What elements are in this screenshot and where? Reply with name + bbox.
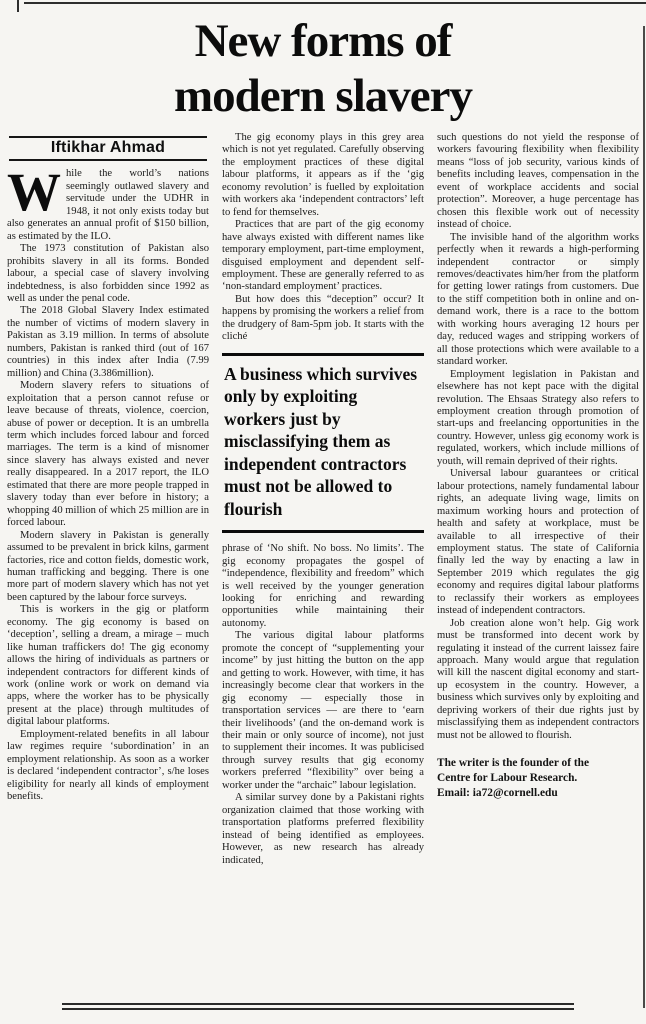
paragraph: The 1973 constitution of Pakistan also prohibits slavery in all its forms. Bonded labour, a special case of slavery involving indebtedness, is also forbidden since 1992 as well as under the penal code. (7, 243, 209, 304)
paragraph: Universal labour guarantees or critical labour protections, namely fundamental labour rights, an adequate living wage, limits on maximum working hours and protection of health and safety at workplace, must be available to all irrespective of their employment status. The state of California finally led the way by enacting a law in September 2019 which regulates the gig economy and requires digital labour platforms to reclassify their workers as employees instead of independent contractors. (437, 468, 639, 617)
paragraph: phrase of ‘No shift. No boss. No limits’. The gig economy propagates the gospel of “independence, flexibility and freedom” which is well received by the younger generation looking for enriching and rewarding opportunities while maintaining their autonomy. (222, 543, 424, 629)
paragraph: Modern slavery in Pakistan is generally assumed to be prevalent in brick kilns, garment factories, rice and cotton fields, domestic work, human trafficking and begging. There is one more part of modern slavery which has not yet been captured by the labour force surveys. (7, 529, 209, 603)
byline-box (9, 136, 207, 161)
page-title (30, 14, 616, 124)
author-note (437, 756, 639, 800)
column-1 (7, 132, 209, 804)
byline: Iftikhar Ahmad (50, 139, 166, 156)
pull-quote (222, 353, 424, 534)
author-email: Email: ia72@cornell.edu (437, 786, 558, 799)
bottom-divider (62, 1003, 574, 1010)
column-2 (222, 132, 424, 867)
paragraph: Employment-related benefits in all labour law regimes require ‘subordination’ in an employment relationship. As soon as a worker is declared ‘independent contractor’, s/he loses eligibility for nearly all kinds of employment benefits. (7, 728, 209, 803)
paragraph: The 2018 Global Slavery Index estimated the number of victims of modern slavery in Pakistan as 3.19 million. In terms of absolute numbers, Pakistan is ranked third (out of 167 countries) in this index after India (7.99 million) and China (3.386million). (7, 305, 209, 379)
paragraph: A similar survey done by a Pakistani rights organization claimed that those working with transportation platforms preferred flexibility instead of being identified as employees. However, as new research has already indicated, (222, 792, 424, 866)
headline-line-1: New forms of (194, 15, 452, 67)
column-3 (437, 132, 639, 801)
headline-line-2: modern slavery (174, 70, 472, 122)
paragraph: Job creation alone won’t help. Gig work must be transformed into decent work by regulating it instead of the current laissez faire approach. Many would argue that regulation will kill the nascent digital economy and start-up ecosystem in the country. However, a business which survives only by exploiting and depriving workers of their due rights just by misclassifying them as independent contractors must not be allowed to flourish. (437, 617, 639, 741)
right-column-divider (643, 26, 645, 1008)
paragraph (7, 162, 209, 243)
paragraph: The various digital labour platforms promote the concept of “supplementing your income” by just hitting the button on the app and getting to work. However, with time, it has increasingly become clear that workers in the gig economy — especially those in transportation services — are there to ‘earn their livelihoods’ (and the on-demand work is their main or only source of income), not just to supplement their incomes. It was publicised through survey results that gig economy workers preferred “flexibility” over being a worker under the “archaic” labour legislation. (222, 630, 424, 791)
paragraph: such questions do not yield the response of workers favouring flexibility when flexibility means “loss of job security, various kinds of benefits including leaves, compensation in the event of workplace accidents and social protection”. Moreover, a huge percentage has chosen this flexible work out of necessity instead of choice. (437, 132, 639, 231)
paragraph: Employment legislation in Pakistan and elsewhere has not kept pace with the digital revolution. The Ehsaas Strategy also refers to employment creation through promotion of start-ups and freelancing opportunities in the country. However, unless gig economy work is regulated, workers, which include millions of youth, will remain deprived of their rights. (437, 368, 639, 467)
paragraph: The invisible hand of the algorithm works perfectly when it rewards a high-performing independent contractor or simply removes/deactivates him/her from the platform for getting lower ratings from customers. Due to the stiff competition both in online and on-demand work, there is a race to the bottom with working hours averaging 12 hours per day, reduced wages and stripping workers of all those protections which were available to a standard worker. (437, 231, 639, 368)
paragraph: Practices that are part of the gig economy have always existed with different names like temporary employment, part-time employment, disguised employment and dependent self-employment. These are generally referred to as ‘non-standard employment’ practices. (222, 219, 424, 293)
paragraph: This is workers in the gig or platform economy. The gig economy is based on ‘deception’, selling a dream, a mirage – much like human traffickers do! The gig economy allows the hiring of individuals as partners or independent contractors for different kinds of work (online work or work on demand via apps, where the worker has to be physically present at the place) through multitudes of digital labour platforms. (7, 604, 209, 728)
corner-mark (17, 0, 19, 12)
article-columns (0, 132, 646, 867)
top-divider (24, 2, 646, 4)
paragraph: Modern slavery refers to situations of exploitation that a person cannot refuse or leave because of threats, violence, coercion, abuse of power or deception. It is an umbrella term which includes forced labour and forced marriages. The term is a kind of misnomer since slavery has always existed and never really disappeared. In a 2017 report, the ILO estimated that there are more people trapped in slavery today than ever before in history; a whopping 40 million of which 25 million are in forced labour. (7, 380, 209, 529)
paragraph-text: hile the world’s nations seemingly outlawed slavery and servitude under the UDHR in 1948, it not only exists today but also generates an annual profit of $150 billion, as estimated by the ILO. (7, 168, 209, 242)
paragraph: But how does this “deception” occur? It happens by promising the workers a relief from the drudgery of 8am-5pm job. It starts with the cliché (222, 293, 424, 343)
author-note-line: The writer is the founder of the (437, 757, 590, 770)
pull-quote-text: A business which survives only by exploiting workers just by misclassifying them as independent contractors must not be allowed to flourish (224, 363, 418, 519)
paragraph: The gig economy plays in this grey area which is not yet regulated. Carefully observing the employment practices of these digital labour platforms, it appears as if the ‘gig economy revolution’ is fuelled by exploitation with workers aka ‘independent contractors’ left to fend for themselves. (222, 132, 424, 218)
author-note-line: Centre for Labour Research. (437, 772, 578, 784)
drop-cap: W (7, 162, 61, 223)
